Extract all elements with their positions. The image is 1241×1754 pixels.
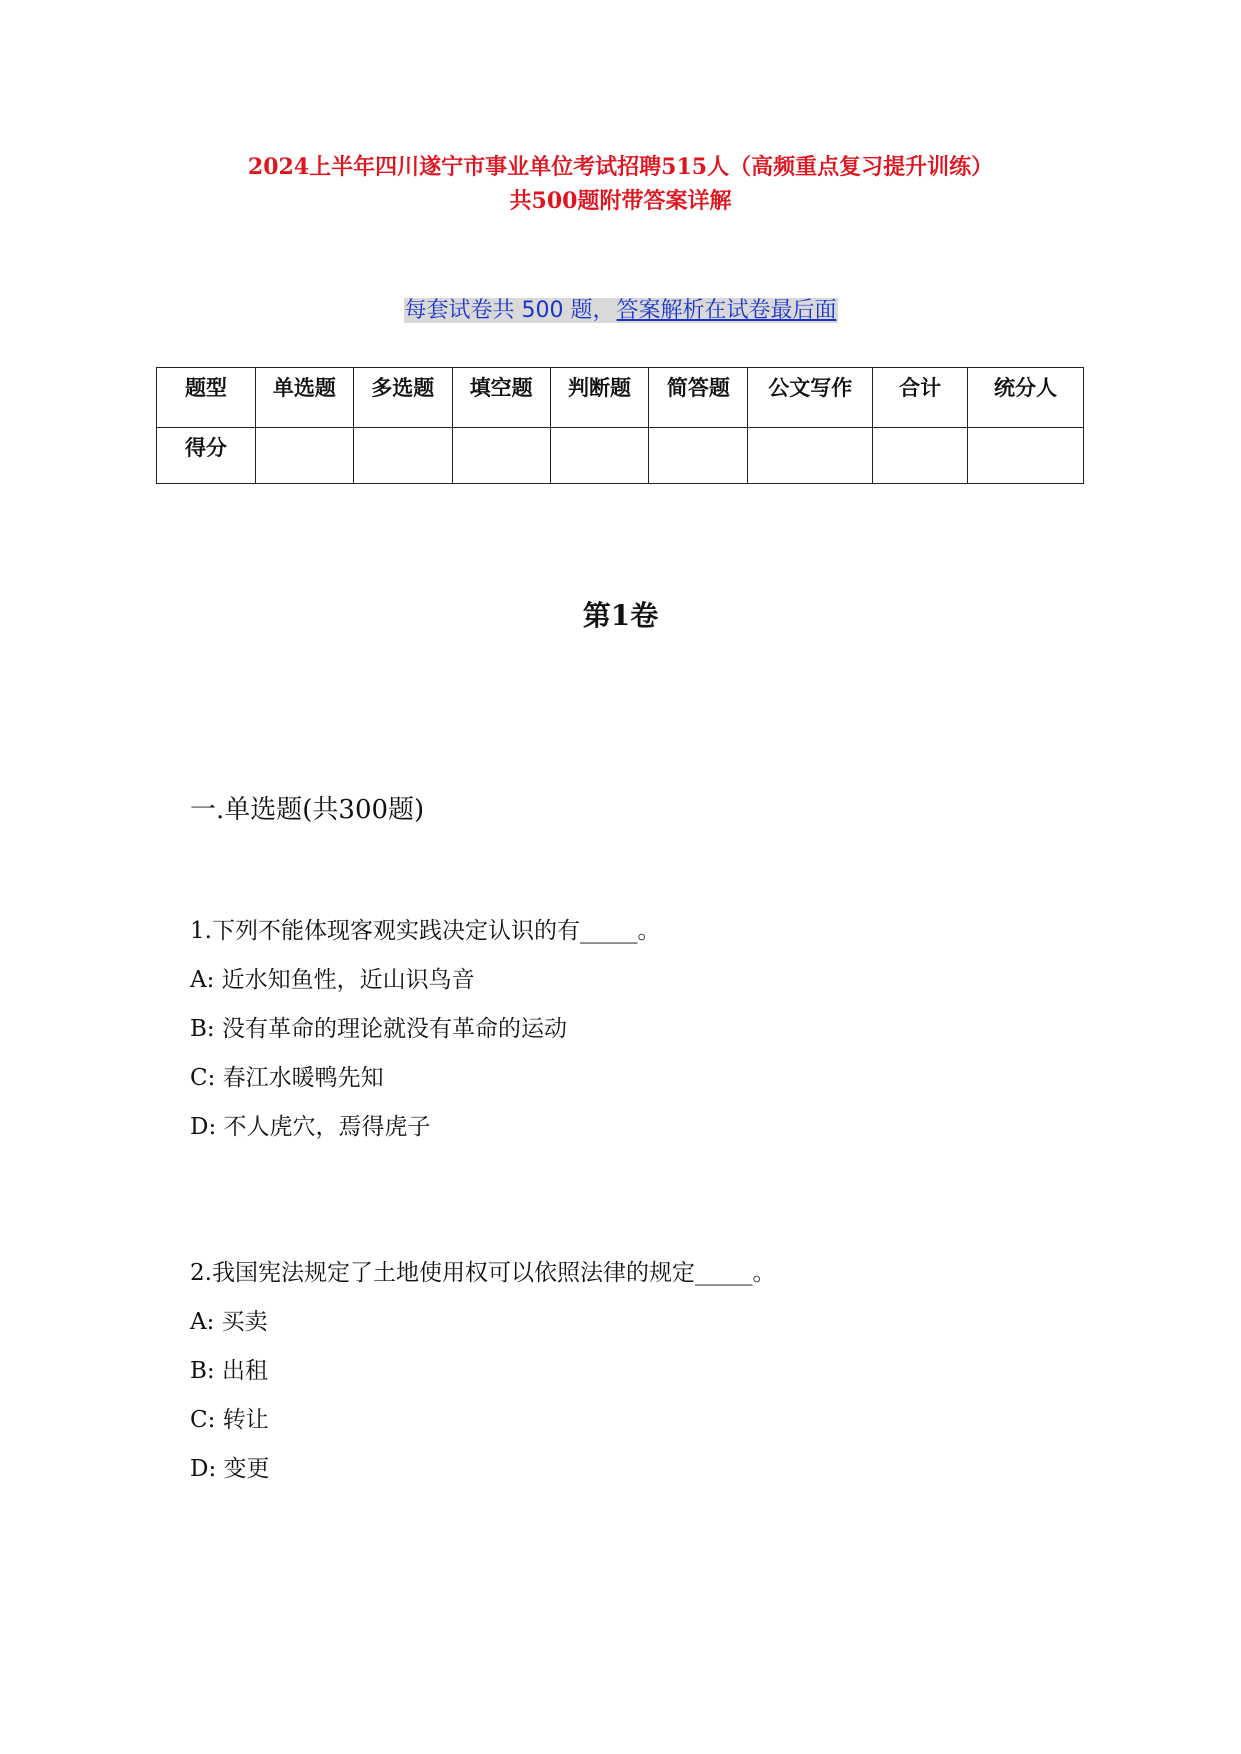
score-cell <box>968 428 1084 484</box>
table-header-cell: 判断题 <box>550 368 649 428</box>
question-2-stem: 2.我国宪法规定了土地使用权可以依照法律的规定_____。 <box>190 1260 776 1286</box>
table-header-cell: 填空题 <box>452 368 550 428</box>
question-1-option-b: B: 没有革命的理论就没有革命的运动 <box>190 1016 567 1042</box>
question-1-option-c: C: 春江水暖鸭先知 <box>190 1065 384 1091</box>
question-1-stem: 1.下列不能体现客观实践决定认识的有_____。 <box>190 918 661 944</box>
table-header-cell: 多选题 <box>353 368 452 428</box>
score-table-header-row <box>157 368 1084 428</box>
subtitle-part-1: 每套试卷共 500 题， <box>404 298 615 323</box>
score-cell <box>550 428 649 484</box>
table-header-cell: 公文写作 <box>748 368 873 428</box>
score-cell <box>452 428 550 484</box>
document-title-line-2: 共500题附带答案详解 <box>509 188 732 214</box>
table-header-cell: 简答题 <box>649 368 748 428</box>
score-cell <box>353 428 452 484</box>
score-table <box>156 367 1084 484</box>
question-2-option-a: A: 买卖 <box>190 1309 268 1335</box>
table-header-cell: 统分人 <box>968 368 1084 428</box>
score-cell <box>748 428 873 484</box>
question-2-option-c: C: 转让 <box>190 1407 269 1433</box>
table-header-cell: 合计 <box>873 368 968 428</box>
subtitle <box>0 296 1241 326</box>
volume-heading: 第1卷 <box>582 599 659 632</box>
document-title-line-1: 2024上半年四川遂宁市事业单位考试招聘515人（高频重点复习提升训练） <box>247 154 994 180</box>
score-cell <box>255 428 353 484</box>
score-table-score-row <box>157 428 1084 484</box>
question-1-option-a: A: 近水知鱼性，近山识鸟音 <box>190 967 475 993</box>
question-2-option-d: D: 变更 <box>190 1456 270 1482</box>
section-heading: 一.单选题(共300题) <box>190 795 425 825</box>
question-1-option-d: D: 不人虎穴，焉得虎子 <box>190 1114 431 1140</box>
score-row-label: 得分 <box>157 428 256 484</box>
score-cell <box>649 428 748 484</box>
subtitle-part-2: 答案解析在试卷最后面 <box>616 298 837 323</box>
question-2-option-b: B: 出租 <box>190 1358 268 1384</box>
table-header-cell: 题型 <box>157 368 256 428</box>
score-cell <box>873 428 968 484</box>
table-header-cell: 单选题 <box>255 368 353 428</box>
